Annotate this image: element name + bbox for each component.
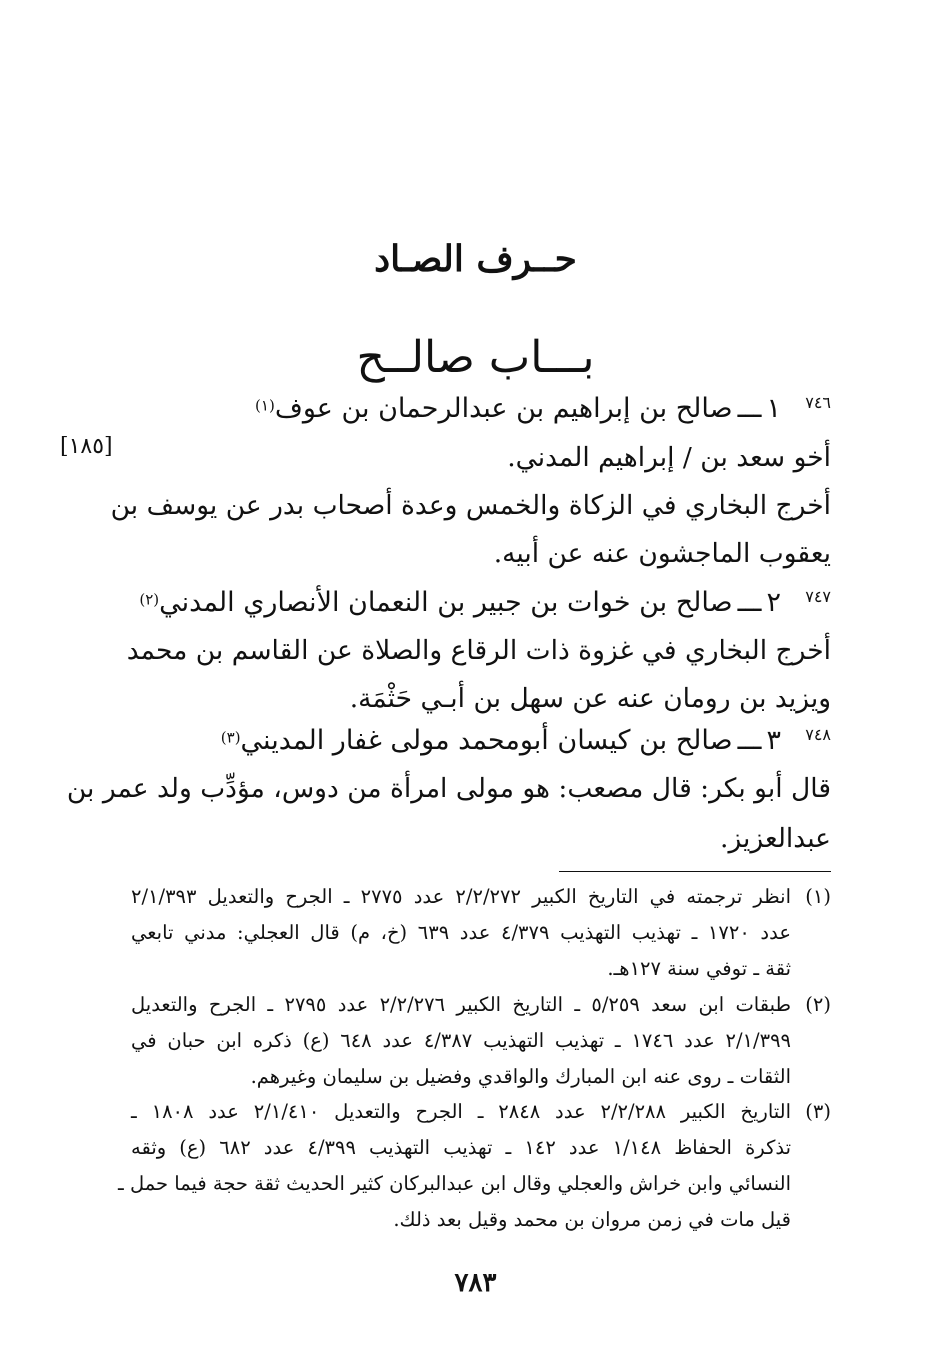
footnote-line: عدد ١٧٢٠ ـ تهذيب التهذيب ٤/٣٧٩ عدد ٦٣٩ (خ، م) قال العجلي: مدني تابعي	[131, 921, 791, 944]
footnote-ref: (٣)	[220, 728, 241, 747]
entry-dash: ـــ	[737, 725, 762, 756]
footnote-ref: (١)	[255, 396, 275, 415]
entry-heading	[141, 587, 781, 618]
entry-seq: ٢	[766, 587, 781, 618]
body-line: أخرج البخاري في الزكاة والخمس وعدة أصحاب بدر عن يوسف بن	[110, 490, 831, 521]
body-line: أخو سعد بن / إبراهيم المدني.	[507, 442, 831, 473]
entry-name: صالح بن خوات بن جبير بن النعمان الأنصاري المدني	[159, 587, 733, 618]
section-title: حــرف الصـاد	[374, 238, 577, 280]
body-line: قال أبو بكر: قال مصعب: هو مولى امرأة من دوس، مؤدِّب ولد عمر بن	[66, 773, 831, 804]
chapter-title: بـــاب صالــح	[356, 332, 595, 383]
entry-seq: ١	[766, 393, 781, 424]
footnote-mark: (٣)	[805, 1100, 831, 1123]
entry-heading	[181, 725, 781, 756]
body-line: يعقوب الماجشون عنه عن أبيه.	[493, 538, 831, 569]
footnote-ref: (٢)	[139, 590, 160, 609]
footnote-line: انظر ترجمته في التاريخ الكبير ٢/٢/٢٧٢ عدد ٢٧٧٥ ـ الجرح والتعديل ٢/١/٣٩٣	[131, 885, 792, 908]
body-line: أخرج البخاري في غزوة ذات الرقاع والصلاة عن القاسم بن محمد	[126, 635, 831, 666]
body-line: عبدالعزيز.	[720, 823, 831, 854]
footnote-mark: (٢)	[805, 993, 831, 1016]
footnote-line: النسائي وابن خراش والعجلي وقال ابن عبدالبركان كثير الحديث ثقة حجة فيما حمل ـ	[118, 1172, 791, 1195]
footnote-line: ثقة ـ توفي سنة ١٢٧هـ.	[607, 957, 791, 980]
footnote-line: التاريخ الكبير ٢/٢/٢٨٨ عدد ٢٨٤٨ ـ الجرح والتعديل ٢/١/٤١٠ عدد ١٨٠٨ ـ	[131, 1100, 792, 1123]
entry-name: صالح بن كيسان أبومحمد مولى غفار المديني	[240, 725, 733, 756]
footnote-mark: (١)	[805, 885, 831, 908]
entry-name: صالح بن إبراهيم بن عبدالرحمان بن عوف	[274, 393, 733, 424]
entry-heading	[161, 393, 781, 424]
footnote-line: الثقات ـ روى عنه ابن المبارك والواقدي وفضيل بن سليمان وغيرهم.	[250, 1065, 791, 1088]
body-line: ويزيد بن رومان عنه عن سهل بن أبـي حَثْمَة.	[349, 683, 831, 714]
footnote-line: قيل مات في زمن مروان بن محمد وقيل بعد ذلك.	[393, 1208, 791, 1231]
page-number: ٧٨٣	[454, 1268, 497, 1298]
entry-number: ٧٤٦	[805, 393, 831, 412]
footnote-line: تذكرة الحفاظ ١/١٤٨ عدد ١٤٢ ـ تهذيب التهذيب ٤/٣٩٩ عدد ٦٨٢ (ع) وثقه	[131, 1136, 792, 1159]
entry-number: ٧٤٨	[805, 725, 831, 744]
entry-dash: ـــ	[737, 587, 762, 618]
footnote-line: طبقات ابن سعد ٥/٢٥٩ ـ التاريخ الكبير ٢/٢/٢٧٦ عدد ٢٧٩٥ ـ الجرح والتعديل	[131, 993, 792, 1016]
footnote-line: ٢/١/٣٩٩ عدد ١٧٤٦ ـ تهذيب التهذيب ٤/٣٨٧ عدد ٦٤٨ (ع) ذكره ابن حبان في	[131, 1029, 792, 1052]
entry-number: ٧٤٧	[805, 587, 831, 606]
margin-page-reference: [١٨٥]	[60, 434, 113, 459]
footnote-separator	[559, 871, 831, 872]
entry-seq: ٣	[766, 725, 781, 756]
entry-dash: ـــ	[737, 393, 762, 424]
